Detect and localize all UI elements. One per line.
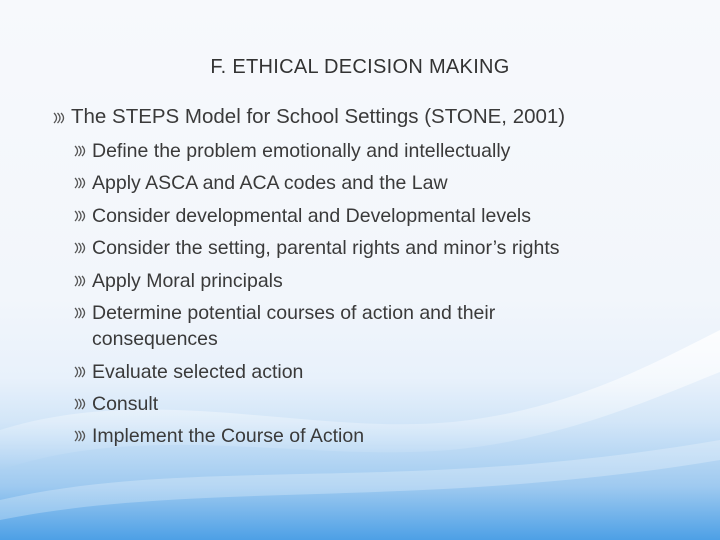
triple-curve-bullet-icon [73,176,86,190]
list-item-text: Consider the setting, parental rights and minor’s rights [92,237,560,260]
slide-title: F. ETHICAL DECISION MAKING [210,56,510,78]
triple-curve-bullet-icon [73,365,86,379]
list-item-text: Consult [92,392,159,415]
list-item-text: Apply Moral principals [92,269,283,292]
triple-curve-bullet-icon [73,306,86,320]
list-item-text: Apply ASCA and ACA codes and the Law [92,172,448,195]
triple-curve-bullet-icon [73,429,86,443]
list-item-text: Evaluate selected action [92,360,304,383]
list-item [73,391,693,423]
triple-curve-bullet-icon [73,209,86,223]
list-item [73,423,693,455]
list-item-text: Consider developmental and Developmental levels [92,204,532,227]
triple-curve-bullet-icon [73,144,86,158]
list-item [73,235,693,267]
list-item [73,359,693,391]
triple-curve-bullet-icon [73,241,86,255]
main-bullet [52,105,565,129]
triple-curve-bullet-icon [73,274,86,288]
list-item [73,170,693,202]
list-item-text: Define the problem emotionally and intellectually [92,140,511,162]
steps-list [73,138,693,456]
main-heading: The STEPS Model for School Settings (STONE, 2001) [71,105,566,128]
triple-curve-bullet-icon [73,397,86,411]
list-item [73,138,693,170]
list-item [73,300,693,359]
list-item [73,203,693,235]
list-item-text: Implement the Course of Action [92,425,365,448]
triple-curve-bullet-icon [52,111,65,125]
list-item-text: Determine potential courses of action and their consequences [92,301,496,350]
list-item [73,268,693,300]
